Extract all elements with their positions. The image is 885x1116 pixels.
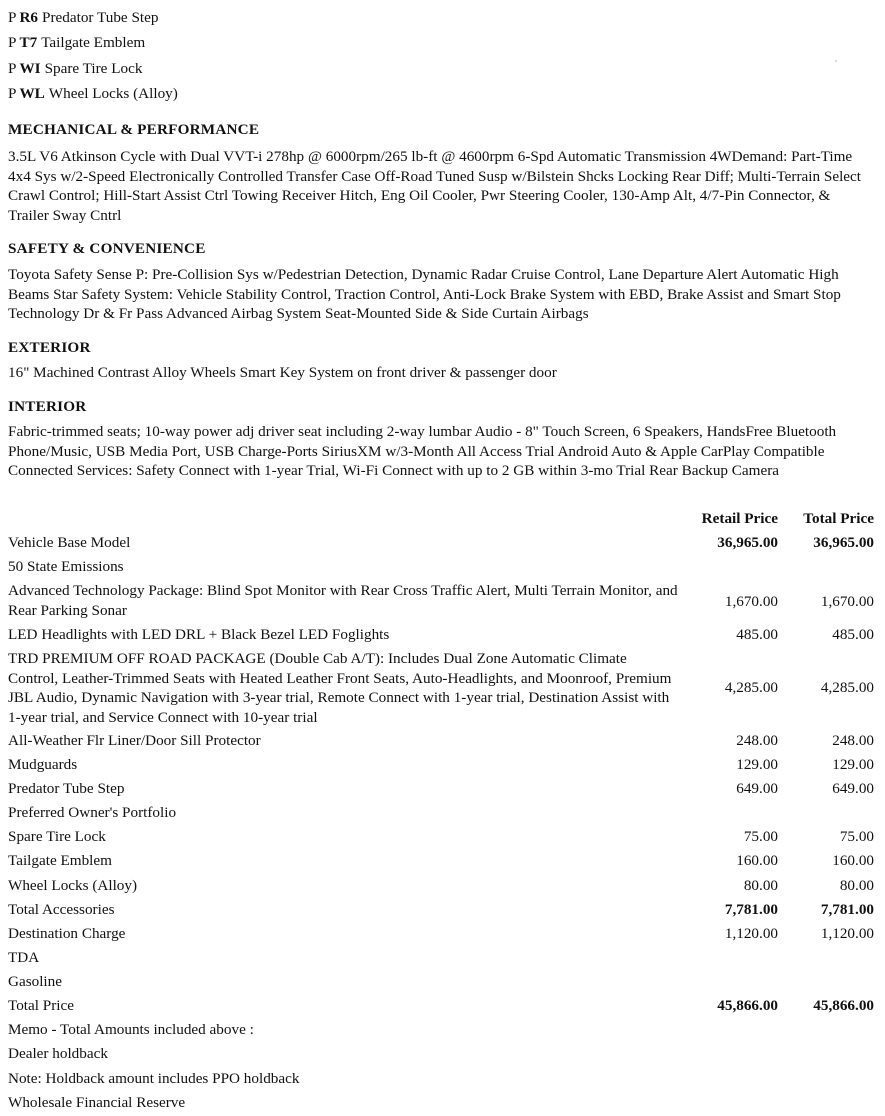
price-row-label: Advanced Technology Package: Blind Spot Monitor with Rear Cross Traffic Alert, Multi Terrain Monitor, and Rear Parking Sonar <box>8 582 678 619</box>
price-row-retail: 80.00 <box>743 877 778 894</box>
section-heading-interior: INTERIOR <box>8 398 87 415</box>
price-row <box>8 1044 874 1064</box>
price-row <box>8 779 874 799</box>
price-row-total: 80.00 <box>839 877 874 894</box>
option-prefix: P <box>8 60 17 77</box>
section-text-exterior: 16" Machined Contrast Alloy Wheels Smart Key System on front driver & passenger door <box>8 364 557 381</box>
price-row <box>8 876 874 896</box>
price-row-retail: 1,670.00 <box>724 593 778 610</box>
option-line <box>8 8 158 27</box>
price-row-label: Note: Holdback amount includes PPO holdback <box>8 1070 300 1087</box>
price-row-retail: 485.00 <box>736 626 778 643</box>
option-line <box>8 84 178 103</box>
price-row <box>8 1093 874 1113</box>
option-label: Spare Tire Lock <box>44 60 143 77</box>
section-text-mechanical: 3.5L V6 Atkinson Cycle with Dual VVT-i 278hp @ 6000rpm/265 lb-ft @ 4600rpm 6-Spd Automatic Transmission 4WDemand: Part-Time 4x4 Sys w/2-Speed Electronically Controlled Transfer Case Off-Road Tuned Susp w/Bilstein Shcks Locking Rear Diff; Multi-Terrain Select Crawl Control; Hill-Start Assist Ctrl Towing Receiver Hitch, Eng Oil Cooler, Pwr Steering Cooler, 130-Amp Alt, 4/7-Pin Connector, & Trailer Sway Cntrl <box>8 148 861 224</box>
price-row-retail: 7,781.00 <box>724 901 778 918</box>
option-code: WI <box>19 60 41 77</box>
section-text-safety: Toyota Safety Sense P: Pre-Collision Sys w/Pedestrian Detection, Dynamic Radar Cruise Control, Lane Departure Alert Automatic High Beams Star Safety System: Vehicle Stability Control, Traction Control, Anti-Lock Brake System with EBD, Brake Assist and Smart Stop Technology Dr & Fr Pass Advanced Airbag System Seat-Mounted Side & Side Curtain Airbags <box>8 266 841 323</box>
price-row-label: Wholesale Financial Reserve <box>8 1094 186 1111</box>
price-row-retail: 36,965.00 <box>717 534 778 551</box>
price-row-label: Predator Tube Step <box>8 780 125 797</box>
option-code: WL <box>19 85 45 102</box>
price-row-total: 45,866.00 <box>813 997 874 1014</box>
price-row-retail: 75.00 <box>743 828 778 845</box>
option-label: Wheel Locks (Alloy) <box>48 85 178 102</box>
section-heading-mechanical: MECHANICAL & PERFORMANCE <box>8 121 260 138</box>
price-row-total: 4,285.00 <box>820 679 874 696</box>
option-prefix: P <box>8 34 17 51</box>
price-row-total: 75.00 <box>839 828 874 845</box>
section-heading-safety: SAFETY & CONVENIENCE <box>8 240 206 257</box>
price-row-label: LED Headlights with LED DRL + Black Bezel LED Foglights <box>8 626 390 643</box>
price-row-total: 160.00 <box>832 852 874 869</box>
price-row <box>8 900 874 920</box>
price-row <box>8 1069 874 1089</box>
price-row <box>8 803 874 823</box>
option-code: T7 <box>19 34 38 51</box>
price-row <box>8 755 874 775</box>
price-row-label: TDA <box>8 949 40 966</box>
price-row-label: Total Price <box>8 997 74 1014</box>
scan-speck <box>835 60 837 62</box>
price-row-retail: 160.00 <box>736 852 778 869</box>
price-row-retail: 1,120.00 <box>724 925 778 942</box>
price-row-label: Wheel Locks (Alloy) <box>8 877 138 894</box>
section-text-interior: Fabric-trimmed seats; 10-way power adj driver seat including 2-way lumbar Audio - 8" Touch Screen, 6 Speakers, HandsFree Bluetooth Phone/Music, USB Media Port, USB Charge-Ports SiriusXM w/3-Month All Access Trial Android Auto & Apple CarPlay Compatible Connected Services: Safety Connect with 1-year Trial, Wi-Fi Connect with up to 2 GB within 3-mo Trial Rear Backup Camera <box>8 423 837 480</box>
price-row <box>8 625 874 645</box>
price-row-total: 1,670.00 <box>820 593 874 610</box>
column-header-retail-price: Retail Price <box>701 510 778 527</box>
price-row <box>8 731 874 751</box>
price-row <box>8 972 874 992</box>
price-row-label: Dealer holdback <box>8 1045 108 1062</box>
price-row-total: 36,965.00 <box>813 534 874 551</box>
option-prefix: P <box>8 85 17 102</box>
option-line <box>8 33 145 52</box>
column-header-total-price: Total Price <box>803 510 874 527</box>
price-row-label: Preferred Owner's Portfolio <box>8 804 177 821</box>
price-row-label: Gasoline <box>8 973 62 990</box>
price-row <box>8 924 874 944</box>
price-row-label: Destination Charge <box>8 925 126 942</box>
price-row-total: 485.00 <box>832 626 874 643</box>
price-row-retail: 248.00 <box>736 732 778 749</box>
option-prefix: P <box>8 9 17 26</box>
price-row <box>8 827 874 847</box>
price-row-label: All-Weather Flr Liner/Door Sill Protector <box>8 732 261 749</box>
price-row <box>8 851 874 871</box>
price-row-retail: 649.00 <box>736 780 778 797</box>
price-row <box>8 649 874 729</box>
price-row <box>8 1020 874 1040</box>
price-row-label: 50 State Emissions <box>8 558 124 575</box>
price-row <box>8 996 874 1016</box>
price-row-label: Total Accessories <box>8 901 115 918</box>
price-row-total: 248.00 <box>832 732 874 749</box>
price-row-label: TRD PREMIUM OFF ROAD PACKAGE (Double Cab A/T): Includes Dual Zone Automatic Climate Control, Leather-Trimmed Seats with Heated Leather Front Seats, Auto-Headlights, and Moonroof, Premium JBL Audio, Dynamic Navigation with 3-year trial, Remote Connect with 1-year trial, Destination Assist with 1-year trial, and Service Connect with 10-year trial <box>8 650 672 726</box>
price-row <box>8 557 874 577</box>
price-row-total: 7,781.00 <box>820 901 874 918</box>
price-row-label: Spare Tire Lock <box>8 828 106 845</box>
section-heading-exterior: EXTERIOR <box>8 339 91 356</box>
price-row-label: Memo - Total Amounts included above : <box>8 1021 254 1038</box>
price-row-total: 1,120.00 <box>820 925 874 942</box>
price-row-total: 129.00 <box>832 756 874 773</box>
option-label: Predator Tube Step <box>42 9 159 26</box>
price-row-label: Tailgate Emblem <box>8 852 112 869</box>
option-line <box>8 59 142 78</box>
price-row <box>8 533 874 553</box>
price-row <box>8 581 874 621</box>
option-label: Tailgate Emblem <box>41 34 146 51</box>
price-row-label: Vehicle Base Model <box>8 534 131 551</box>
price-row-label: Mudguards <box>8 756 78 773</box>
price-row-retail: 129.00 <box>736 756 778 773</box>
price-row-total: 649.00 <box>832 780 874 797</box>
price-row <box>8 948 874 968</box>
option-code: R6 <box>19 9 39 26</box>
price-row-retail: 45,866.00 <box>717 997 778 1014</box>
price-row-retail: 4,285.00 <box>724 679 778 696</box>
